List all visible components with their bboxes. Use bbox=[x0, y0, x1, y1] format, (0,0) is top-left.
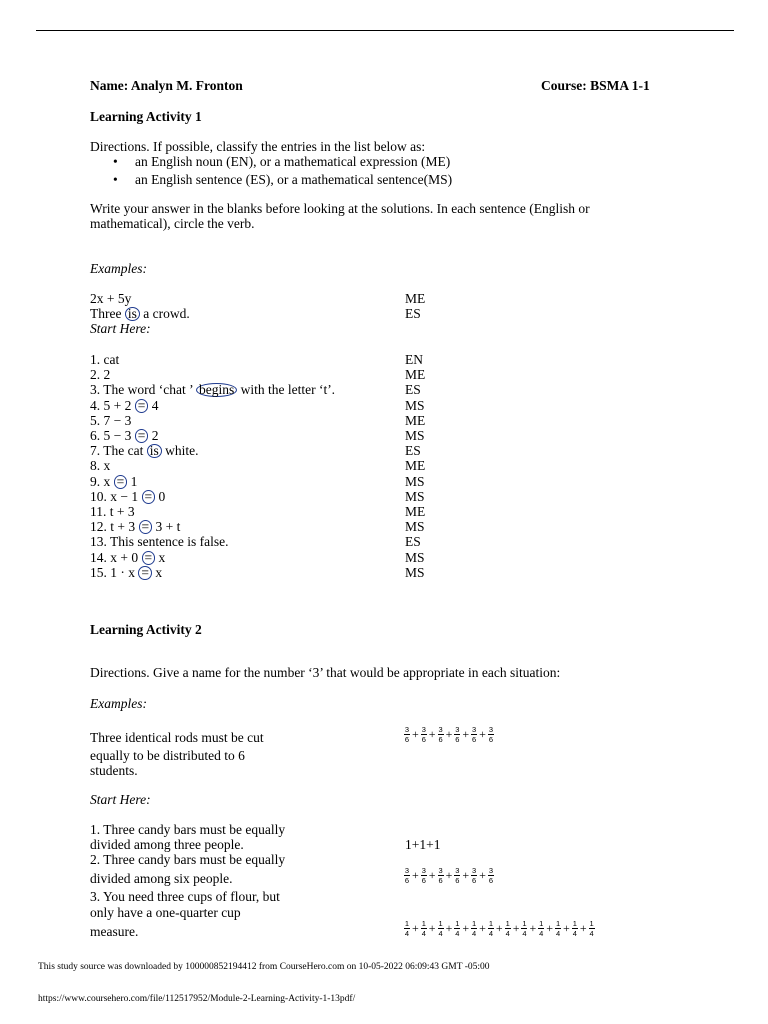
entry-expression-rest: x bbox=[152, 564, 163, 580]
plus-sign: + bbox=[412, 867, 419, 882]
fraction-numerator: 3 bbox=[438, 724, 443, 734]
plus-sign: + bbox=[428, 920, 436, 935]
activity2-directions: Directions. Give a name for the number ‘3’ that would be appropriate in each situation: bbox=[90, 665, 561, 680]
circled-verb: = bbox=[114, 475, 128, 489]
entry-expression-rest: x bbox=[155, 549, 166, 565]
entry-text bbox=[90, 443, 199, 458]
fraction-numerator: 3 bbox=[472, 724, 477, 734]
fraction-denominator: 6 bbox=[404, 734, 410, 744]
entry-expression: 6. 5 − 3 bbox=[90, 428, 135, 443]
entry-expression: 12. t + 3 bbox=[90, 519, 139, 535]
fraction-denominator: 4 bbox=[539, 928, 544, 938]
plus-sign: + bbox=[428, 867, 436, 882]
entry-expression: 5. 7 − 3 bbox=[90, 412, 132, 428]
entry-expression: 3. The word ‘chat ’ bbox=[90, 382, 196, 398]
entry-text bbox=[90, 458, 110, 473]
fraction bbox=[454, 867, 460, 884]
situation-line: 3. You need three cups of flour, but bbox=[90, 889, 280, 904]
fraction-denominator: 6 bbox=[421, 734, 426, 744]
entry-text bbox=[90, 367, 110, 382]
fraction-numerator: 1 bbox=[455, 918, 460, 928]
fraction-denominator: 6 bbox=[455, 734, 460, 744]
entry-text bbox=[90, 352, 119, 367]
entry-expression: 15. 1 · x bbox=[90, 564, 139, 580]
circled-verb: is bbox=[147, 444, 162, 458]
entry-classification: MS bbox=[405, 564, 425, 580]
entry-expression: 13. This sentence is false. bbox=[90, 534, 229, 550]
entry-expression: 2. 2 bbox=[90, 367, 111, 383]
entry-classification: ES bbox=[405, 443, 421, 459]
entry-classification: ES bbox=[405, 534, 421, 550]
entry-expression: 14. x + 0 bbox=[90, 549, 142, 565]
plus-sign: + bbox=[445, 920, 453, 935]
plus-sign: + bbox=[495, 920, 503, 935]
fraction bbox=[555, 920, 561, 937]
bullet-item: an English sentence (ES), or a mathematical sentence(MS) bbox=[135, 172, 453, 187]
fraction-numerator: 3 bbox=[404, 865, 410, 875]
start-here-label: Start Here: bbox=[90, 321, 151, 336]
fraction bbox=[404, 867, 410, 884]
circled-verb: is bbox=[125, 307, 140, 321]
entry-classification: MS bbox=[405, 549, 425, 565]
fraction bbox=[589, 920, 595, 937]
fraction-denominator: 4 bbox=[589, 928, 594, 938]
plus-sign: + bbox=[428, 726, 436, 741]
fraction bbox=[471, 920, 477, 937]
plus-sign: + bbox=[546, 920, 554, 935]
example-line: Three identical rods must be cut bbox=[90, 730, 264, 745]
entry-expression-rest: 3 + t bbox=[152, 519, 181, 535]
fraction-numerator: 1 bbox=[421, 918, 426, 928]
fraction-numerator: 1 bbox=[555, 918, 561, 928]
fraction bbox=[538, 920, 544, 937]
entry-text bbox=[90, 519, 180, 534]
entry-expression-rest: white. bbox=[161, 443, 199, 459]
situation-line: only have a one-quarter cup bbox=[90, 905, 241, 920]
circled-verb: begins bbox=[196, 383, 237, 397]
plus-sign: + bbox=[412, 920, 419, 935]
entry-classification: ME bbox=[405, 291, 426, 306]
fraction-denominator: 6 bbox=[455, 875, 460, 885]
entry-text bbox=[90, 534, 228, 549]
example-line: equally to be distributed to 6 bbox=[90, 748, 245, 763]
fraction-denominator: 6 bbox=[421, 875, 426, 885]
activity1-directions: Directions. If possible, classify the entries in the list below as: bbox=[90, 139, 426, 154]
bullet-dot: • bbox=[113, 154, 118, 169]
plus-sign: + bbox=[479, 867, 486, 882]
situation-line: 2. Three candy bars must be equally bbox=[90, 852, 286, 867]
entry-expression-rest: 2 bbox=[148, 428, 159, 443]
circled-verb: = bbox=[135, 399, 149, 413]
fraction bbox=[505, 920, 511, 937]
entry-text bbox=[90, 382, 335, 397]
fraction-numerator: 1 bbox=[522, 918, 527, 928]
fraction-numerator: 3 bbox=[421, 865, 426, 875]
entry-classification: MS bbox=[405, 473, 425, 489]
entry-classification: ME bbox=[405, 458, 426, 474]
plus-sign: + bbox=[462, 867, 470, 882]
entry-classification: ES bbox=[405, 382, 421, 398]
entry-classification: ME bbox=[405, 412, 426, 428]
plus-sign: + bbox=[462, 920, 470, 935]
plus-sign: + bbox=[445, 867, 453, 882]
bullet-dot: • bbox=[113, 172, 118, 187]
fraction bbox=[404, 920, 410, 937]
situation-answer: 1+1+1 bbox=[405, 837, 441, 852]
plus-sign: + bbox=[512, 920, 520, 935]
plus-sign: + bbox=[412, 726, 419, 741]
circled-verb: = bbox=[142, 551, 156, 565]
fraction bbox=[438, 920, 444, 937]
example-line: students. bbox=[90, 763, 138, 778]
entry-text bbox=[90, 291, 131, 306]
activity1-title: Learning Activity 1 bbox=[90, 109, 202, 124]
entry-text bbox=[90, 550, 165, 565]
fraction-denominator: 4 bbox=[572, 928, 577, 938]
entry-expression: 1. cat bbox=[90, 352, 120, 367]
entry-expression: 4. 5 + 2 bbox=[90, 397, 135, 413]
plus-sign: + bbox=[479, 920, 486, 935]
fraction-numerator: 1 bbox=[488, 918, 493, 928]
circled-verb: = bbox=[135, 429, 149, 443]
plus-sign: + bbox=[579, 920, 587, 935]
situation-line: 1. Three candy bars must be equally bbox=[90, 822, 286, 837]
entry-classification: ME bbox=[405, 367, 426, 383]
entry-expression-rest: 1 bbox=[127, 473, 138, 489]
entry-expression: 11. t + 3 bbox=[90, 504, 135, 519]
circled-verb: = bbox=[138, 566, 152, 580]
entry-classification: EN bbox=[405, 352, 423, 367]
fraction-denominator: 4 bbox=[455, 928, 460, 938]
fraction bbox=[454, 920, 460, 937]
fraction-denominator: 6 bbox=[472, 734, 477, 744]
fraction bbox=[521, 920, 527, 937]
fraction bbox=[454, 726, 460, 743]
student-name: Name: Analyn M. Fronton bbox=[90, 78, 243, 93]
circled-verb: = bbox=[139, 520, 153, 534]
fraction bbox=[421, 920, 427, 937]
fraction-denominator: 4 bbox=[488, 928, 493, 938]
fraction-denominator: 6 bbox=[488, 734, 493, 744]
entry-expression: 9. x bbox=[90, 473, 114, 489]
plus-sign: + bbox=[529, 920, 537, 935]
situation-line: divided among six people. bbox=[90, 871, 233, 886]
top-rule bbox=[36, 30, 734, 31]
fraction-numerator: 1 bbox=[572, 918, 577, 928]
plus-sign: + bbox=[462, 726, 470, 741]
entry-classification: MS bbox=[405, 488, 425, 504]
plus-sign: + bbox=[445, 726, 453, 741]
fraction-numerator: 1 bbox=[589, 918, 594, 928]
entry-expression-rest: a crowd. bbox=[139, 306, 190, 322]
fraction-numerator: 1 bbox=[438, 918, 443, 928]
course-label: Course: BSMA 1-1 bbox=[541, 78, 650, 93]
fraction-denominator: 4 bbox=[505, 928, 510, 938]
fraction-denominator: 4 bbox=[404, 928, 410, 938]
fraction bbox=[438, 726, 444, 743]
situation-line: measure. bbox=[90, 924, 139, 939]
fraction-denominator: 6 bbox=[438, 734, 443, 744]
entry-classification: MS bbox=[405, 397, 425, 413]
instruction-line: mathematical), circle the verb. bbox=[90, 216, 255, 231]
entry-expression-rest: 4 bbox=[148, 397, 159, 413]
situation-fraction-sum bbox=[403, 866, 495, 884]
fraction bbox=[488, 726, 494, 743]
fraction-numerator: 1 bbox=[505, 918, 510, 928]
situation-fraction-sum bbox=[403, 919, 596, 937]
fraction-numerator: 3 bbox=[455, 724, 460, 734]
fraction-numerator: 3 bbox=[455, 865, 460, 875]
fraction bbox=[471, 726, 477, 743]
entry-text bbox=[90, 504, 135, 519]
entry-expression: 2x + 5y bbox=[90, 291, 132, 306]
fraction-denominator: 6 bbox=[404, 875, 410, 885]
fraction bbox=[488, 920, 494, 937]
fraction-denominator: 4 bbox=[522, 928, 527, 938]
entry-text bbox=[90, 413, 131, 428]
fraction bbox=[404, 726, 410, 743]
fraction-numerator: 1 bbox=[472, 918, 477, 928]
instruction-line: Write your answer in the blanks before looking at the solutions. In each sentence (English or bbox=[90, 201, 590, 216]
fraction-denominator: 4 bbox=[555, 928, 561, 938]
fraction-denominator: 4 bbox=[438, 928, 443, 938]
entry-expression: 10. x − 1 bbox=[90, 488, 142, 504]
fraction-numerator: 3 bbox=[421, 724, 426, 734]
fraction-denominator: 6 bbox=[488, 875, 493, 885]
start-here-label: Start Here: bbox=[90, 792, 151, 807]
source-url: https://www.coursehero.com/file/112517952/Module-2-Learning-Activity-1-13pdf/ bbox=[38, 994, 356, 1004]
entry-text bbox=[90, 306, 190, 321]
fraction-numerator: 3 bbox=[404, 724, 410, 734]
entry-text bbox=[90, 428, 159, 443]
entry-expression-rest: 0 bbox=[155, 488, 166, 504]
download-notice: This study source was downloaded by 100000852194412 from CourseHero.com on 10-05-2022 06:09:43 GMT -05:00 bbox=[38, 962, 490, 972]
entry-text bbox=[90, 474, 137, 489]
entry-expression: 8. x bbox=[90, 458, 111, 474]
fraction bbox=[572, 920, 578, 937]
examples-label: Examples: bbox=[90, 261, 147, 276]
examples-label: Examples: bbox=[90, 696, 147, 711]
entry-expression: Three bbox=[90, 306, 125, 322]
entry-classification: MS bbox=[405, 519, 425, 535]
plus-sign: + bbox=[479, 726, 486, 741]
fraction bbox=[488, 867, 494, 884]
entry-text bbox=[90, 565, 162, 580]
fraction-numerator: 1 bbox=[404, 918, 410, 928]
entry-text bbox=[90, 398, 159, 413]
fraction bbox=[421, 867, 427, 884]
entry-text bbox=[90, 489, 165, 504]
fraction-denominator: 6 bbox=[472, 875, 477, 885]
fraction-numerator: 3 bbox=[488, 865, 493, 875]
activity2-title: Learning Activity 2 bbox=[90, 622, 202, 637]
fraction bbox=[421, 726, 427, 743]
plus-sign: + bbox=[563, 920, 570, 935]
fraction-denominator: 6 bbox=[438, 875, 443, 885]
fraction-numerator: 3 bbox=[488, 724, 493, 734]
entry-classification: ES bbox=[405, 306, 421, 322]
entry-expression-rest: with the letter ‘t’. bbox=[237, 382, 336, 398]
entry-expression: 7. The cat bbox=[90, 443, 147, 459]
entry-classification: MS bbox=[405, 428, 425, 443]
fraction bbox=[438, 867, 444, 884]
fraction-numerator: 1 bbox=[539, 918, 544, 928]
fraction-numerator: 3 bbox=[472, 865, 477, 875]
bullet-item: an English noun (EN), or a mathematical expression (ME) bbox=[135, 154, 451, 169]
fraction bbox=[471, 867, 477, 884]
fraction-denominator: 4 bbox=[472, 928, 477, 938]
fraction-numerator: 3 bbox=[438, 865, 443, 875]
example-fraction-sum bbox=[403, 725, 495, 743]
entry-classification: ME bbox=[405, 504, 426, 519]
fraction-denominator: 4 bbox=[421, 928, 426, 938]
situation-line: divided among three people. bbox=[90, 837, 244, 852]
circled-verb: = bbox=[142, 490, 156, 504]
